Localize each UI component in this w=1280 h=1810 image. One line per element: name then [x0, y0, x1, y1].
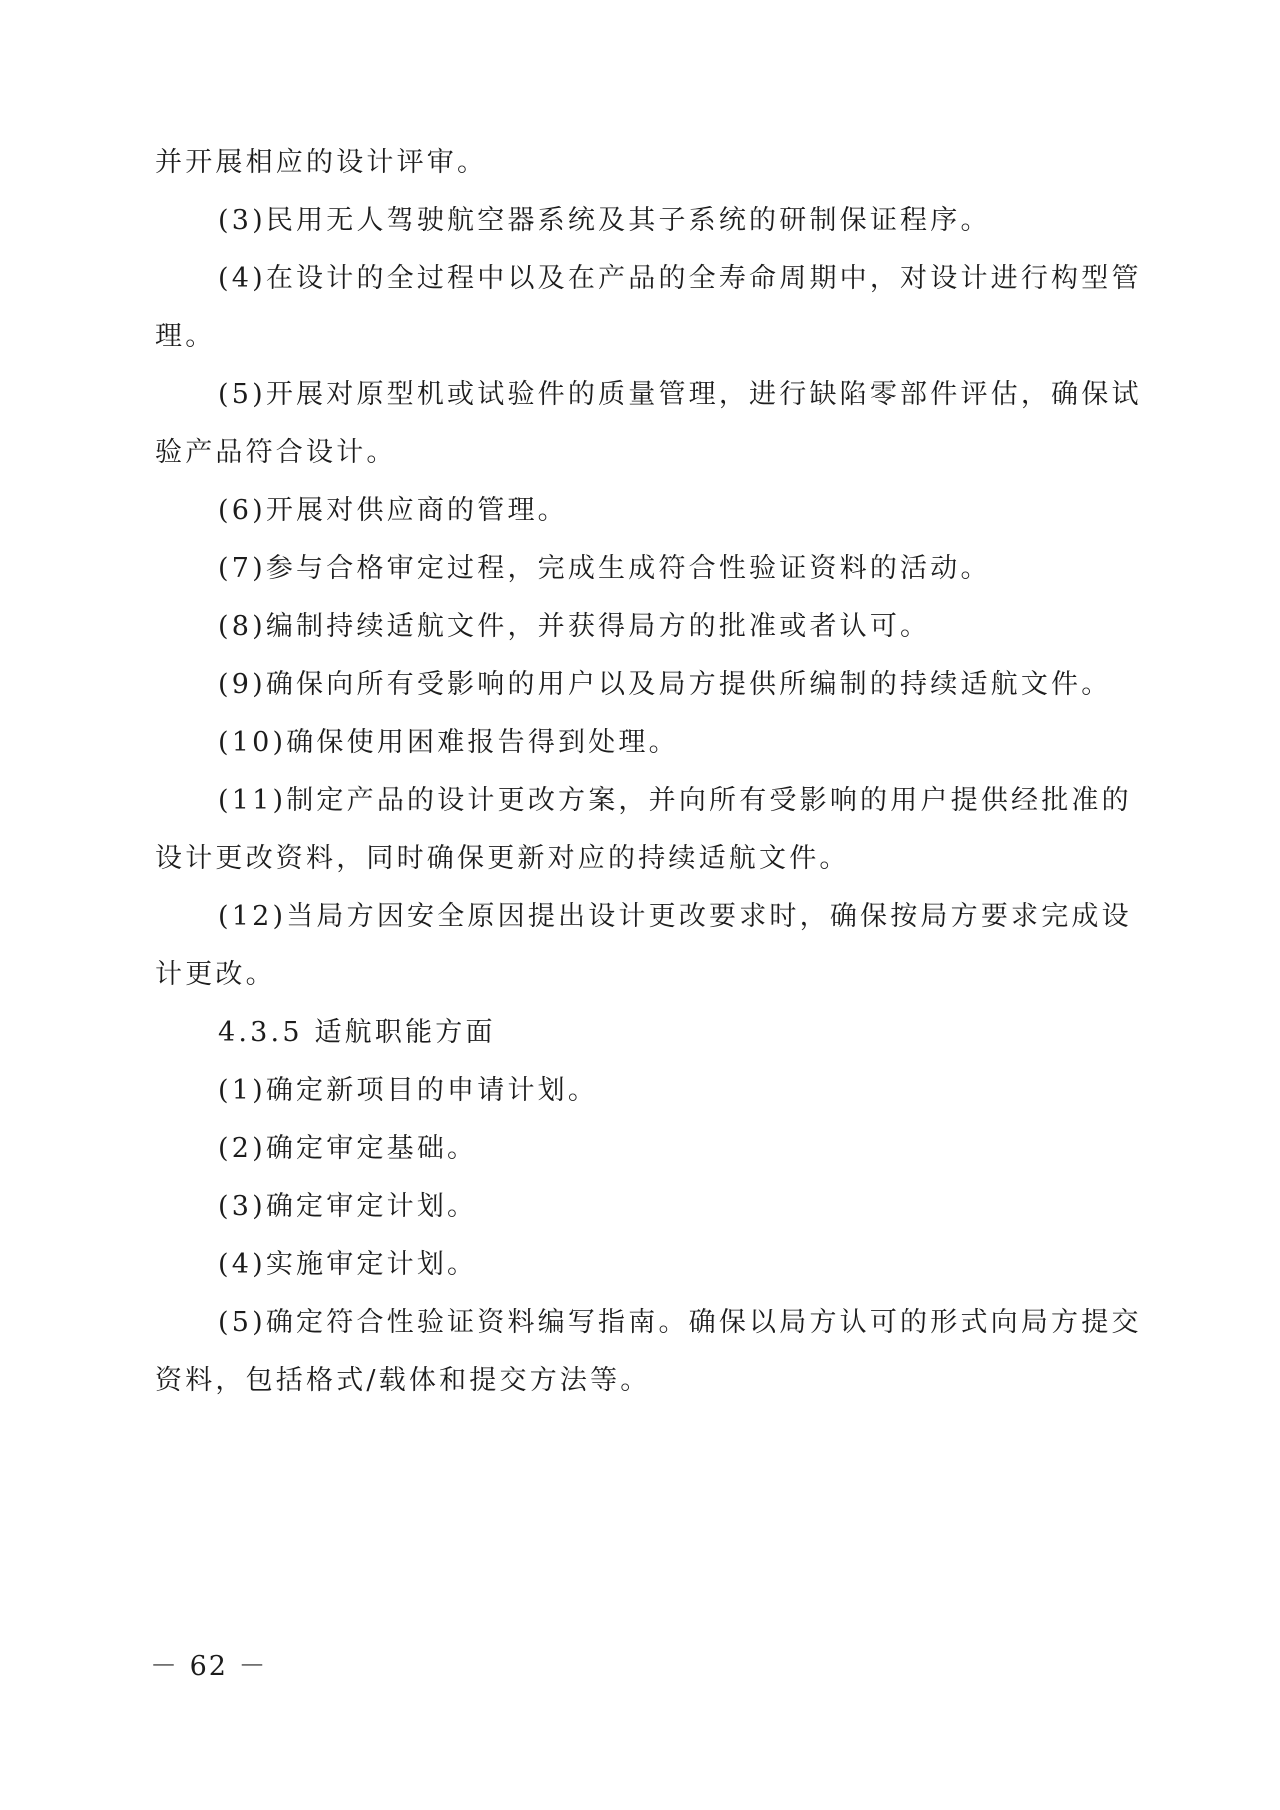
list-item-12: (12)当局方因安全原因提出设计更改要求时，确保按局方要求完成设 — [218, 901, 1132, 932]
text-line: 计更改。 — [155, 959, 276, 990]
text-line: 设计更改资料，同时确保更新对应的持续适航文件。 — [155, 843, 850, 874]
list-item-10: (10)确保使用困难报告得到处理。 — [218, 727, 679, 758]
list-item-5: (5)确定符合性验证资料编写指南。确保以局方认可的形式向局方提交 — [218, 1307, 1142, 1338]
list-item-7: (7)参与合格审定过程，完成生成符合性验证资料的活动。 — [218, 553, 991, 584]
list-item-2: (2)确定审定基础。 — [218, 1133, 478, 1164]
list-item-4: (4)实施审定计划。 — [218, 1249, 478, 1280]
text-line: 验产品符合设计。 — [155, 437, 397, 468]
list-item-1: (1)确定新项目的申请计划。 — [218, 1075, 599, 1106]
list-item-11: (11)制定产品的设计更改方案，并向所有受影响的用户提供经批准的 — [218, 785, 1132, 816]
text-line: 理。 — [155, 321, 216, 352]
text-line: 并开展相应的设计评审。 — [155, 147, 488, 178]
text-line: 资料，包括格式/载体和提交方法等。 — [155, 1365, 651, 1396]
list-item-3: (3)民用无人驾驶航空器系统及其子系统的研制保证程序。 — [218, 205, 991, 236]
list-item-9: (9)确保向所有受影响的用户以及局方提供所编制的持续适航文件。 — [218, 669, 1112, 700]
list-item-5: (5)开展对原型机或试验件的质量管理，进行缺陷零部件评估，确保试 — [218, 379, 1142, 410]
page-number: － 62 － — [150, 1651, 268, 1682]
list-item-4: (4)在设计的全过程中以及在产品的全寿命周期中，对设计进行构型管 — [218, 263, 1142, 294]
list-item-6: (6)开展对供应商的管理。 — [218, 495, 568, 526]
list-item-8: (8)编制持续适航文件，并获得局方的批准或者认可。 — [218, 611, 931, 642]
section-heading: 4.3.5 适航职能方面 — [218, 1017, 496, 1048]
list-item-3: (3)确定审定计划。 — [218, 1191, 478, 1222]
